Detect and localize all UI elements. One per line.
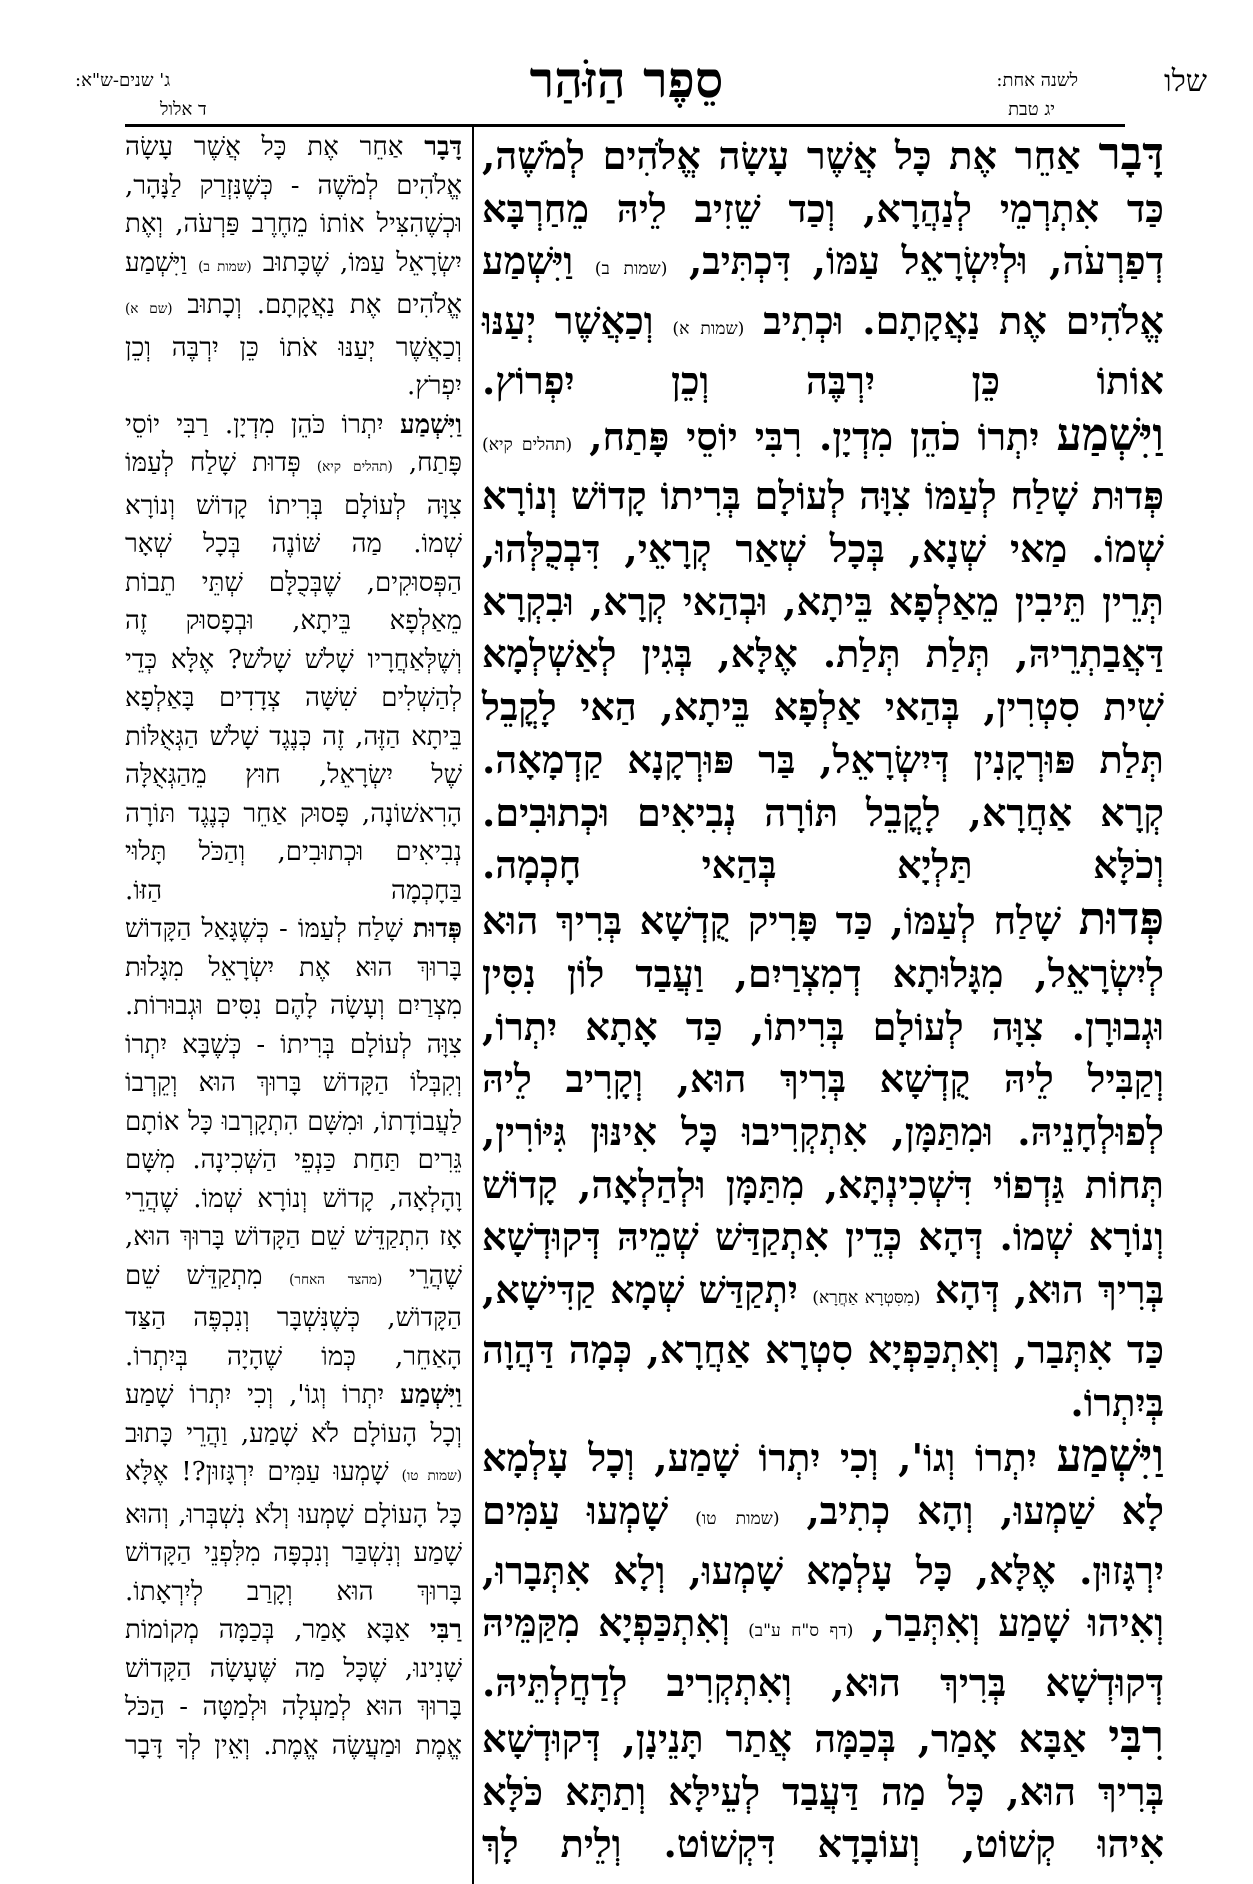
source-reference: (מהצד האחר) (289, 1271, 383, 1288)
source-reference: (שמות טו) (401, 1468, 462, 1484)
lead-word: וַיִּשְׁמַע (399, 409, 462, 440)
lead-word: פְּדוּת (1078, 892, 1164, 946)
lead-word: וַיִּשְׁמַע (400, 1380, 463, 1410)
lead-word: רִבִּי (1108, 1709, 1164, 1763)
main-paragraph (482, 893, 1164, 1430)
reading-date-one-year: יג טבת (1008, 99, 1055, 120)
paragraph-text: יִתְרוֹ כֹהֵן מִדְיָן. רִבִּי יוֹסֵי פָּתַח, (תהלים קיא) פְּדוּת שָׁלַח לְעַמּוֹ צִוָּה לְעוֹלָם בְּרִיתוֹ קָדוֹשׁ וְנוֹרָא שְׁמוֹ. מַאי שְׁנָא, בְּכָל שְׁאַר קְרָאֵי, דִּבְכֻלְּהוּ, תְּרֵין תֵּיבִין מֵאַלְפָא בֵּיתָא, וּבְהַאי קְרָא, וּבִקְרָא דַּאֲבַתְרֵיהּ, תְּלַת תְּלַת. אֶלָּא, בְּגִין לְאַשְׁלְמָא שִׁית סִטְרִין, בְּהַאי אַלְפָא בֵּיתָא, הַאי לָקֳבֵל תְּלַת פּוּרְקָנִין דְּיִשְׂרָאֵל, בַּר פּוּרְקָנָא קַדְמָאָה. קְרָא אַחֲרָא, לָקֳבֵל תּוֹרָה נְבִיאִים וּכְתוּבִים. וְכֹלָּא תַּלְיָא בְּהַאי חָכְמָה. (482, 414, 1164, 889)
source-reference: (שמות טו) (695, 1508, 780, 1529)
paragraph-text: יִתְרוֹ וְגוֹ', וְכִי יִתְרוֹ שָׁמַע, וְכָל עָלְמָא לָא שַׁמְעוּ, וְהָא כְתִיב, (שמות טו) שָׁמְעוּ עַמִּים יִרְגָּזוּן. אֶלָּא, כָּל עָלְמָא שָׁמְעוּ, וְלָא אִתְּבָרוּ, וְאִיהוּ שָׁמַע וְאִתְּבַר, (דף ס"ח ע"ב) וְאִתְכַּפְיָא מִקַּמֵּיהּ דְּקוּדְשָׁא בְּרִיךְ הוּא, וְאִתְקְרִיב לְדַחֲלְתֵּיהּ. (482, 1436, 1164, 1707)
hebrew-translation-column (125, 128, 462, 1765)
paragraph-text: אַבָּא אָמַר, בְּכַמָּה אֲתַר תָּנֵינָן, דְּקוּדְשָׁא בְּרִיךְ הוּא, כָּל מַה דַּעֲבַד לְעֵילָּא וְתַתָּא כֹּלָּא אִיהוּ קְשׁוֹט, וְעוֹבָדָא דִּקְשׁוֹט. וְלֵית לָךְ (482, 1716, 1164, 1868)
source-reference: (דף ס"ח ע"ב) (748, 1621, 854, 1642)
paragraph-text: יִתְרוֹ כֹּהֵן מִדְיָן. רַבִּי יוֹסֵי פָּתַח, (תהלים קיא) פְּדוּת שָׁלַח לְעַמּוֹ צִוָּה לְעוֹלָם בְּרִיתוֹ קָדוֹשׁ וְנוֹרָא שְׁמוֹ. מַה שּׁוֹנֶה בְּכָל שְׁאָר הַפְּסוּקִים, שֶׁבְּכֻלָּם שְׁתֵּי תֵבוֹת מֵאַלְפָא בֵּיתָא, וּבְפָסוּק זֶה וְשֶׁלְּאַחֲרָיו שָׁלֹשׁ שָׁלֹשׁ? אֶלָּא כְּדֵי לְהַשְׁלִים שִׁשָּׁה צְדָדִים בָּאַלְפָא בֵּיתָא הַזֶּה, זֶה כְּנֶגֶד שָׁלֹשׁ הַגְּאֻלּוֹת שֶׁל יִשְׂרָאֵל, חוּץ מֵהַגְּאֻלָּה הָרִאשׁוֹנָה, פָּסוּק אַחֵר כְּנֶגֶד תּוֹרָה נְבִיאִים וּכְתוּבִים, וְהַכֹּל תָּלוּי בַּחָכְמָה הַזּוֹ. (125, 409, 462, 906)
book-title: סֵפֶר הַזֹּהַר (529, 50, 724, 109)
reading-schedule-one-year: לשנה אחת: (996, 70, 1078, 91)
reading-schedule-three-year: ג' שנים-ש"א: (75, 70, 171, 91)
source-reference: (שמות ב) (594, 259, 668, 280)
side-paragraph (125, 910, 462, 1376)
aramaic-text-column (482, 128, 1164, 1872)
page-header (0, 0, 1253, 120)
reading-date-three-year: ד אלול (160, 99, 207, 120)
column-divider (472, 126, 474, 1884)
paragraph-text: אַחֵר אֶת כָּל אֲשֶׁר עָשָׂה אֱלֹהִים לְמֹשֶׁה - כְּשֶׁנִּזְרַק לַנָּהָר, וּכְשֶׁהִצִּיל אוֹתוֹ מֵחֶרֶב פַּרְעֹה, וְאֶת יִשְׂרָאֵל עַמּוֹ, שֶׁכָּתוּב (שמות ב) וַיִּשְׁמַע אֱלֹהִים אֶת נַאֲקָתָם. וְכָתוּב (שם א) וְכַאֲשֶׁר יְעַנּוּ אֹתוֹ כֵּן יִרְבֶּה וְכֵן יִפְרֹץ. (125, 132, 462, 401)
source-reference: (שמות ב) (198, 258, 252, 275)
lead-word: פְּדוּת (412, 914, 463, 944)
source-reference: (תהלים קיא) (316, 459, 393, 475)
main-paragraph (482, 409, 1164, 893)
side-paragraph (125, 1376, 462, 1611)
main-paragraph (482, 1711, 1164, 1872)
paragraph-text: שָׁלַח לְעַמּוֹ - כְּשֶׁגָּאַל הַקָּדוֹשׁ בָּרוּךְ הוּא אֶת יִשְׂרָאֵל מִגָּלוּת מִצְרַיִם וְעָשָׂה לָהֶם נִסִּים וּגְבוּרוֹת. צִוָּה לְעוֹלָם בְּרִיתוֹ - כְּשֶׁבָּא יִתְרוֹ וְקִבְּלוֹ הַקָּדוֹשׁ בָּרוּךְ הוּא וְקֵרְבוֹ לַעֲבוֹדָתוֹ, וּמִשָּׁם הִתְקָרְבוּ כָּל אוֹתָם גֵּרִים תַּחַת כַּנְפֵי הַשְּׁכִינָה. מִשָּׁם וָהָלְאָה, קָדוֹשׁ וְנוֹרָא שְׁמוֹ. שֶׁהֲרֵי אָז הִתְקַדֵּשׁ שֵׁם הַקָּדוֹשׁ בָּרוּךְ הוּא, שֶׁהֲרֵי (מהצד האחר) מִתְקַדֵּשׁ שֵׁם הַקָּדוֹשׁ, כְּשֶׁנִּשְׁבָּר וְנִכְפֶּה הַצַּד הָאַחֵר, כְּמוֹ שֶׁהָיָה בְּיִתְרוֹ. (125, 914, 463, 1372)
main-paragraph (482, 1430, 1164, 1711)
source-reference: (שמות א) (672, 319, 745, 340)
paragraph-text: שָׁלַח לְעַמּוֹ, כַּד פָּרִיק קֻדְשָׁא בְּרִיךְ הוּא לְיִשְׂרָאֵל, מִגָּלוּתָא דְמִצְרַיִם, וַעֲבַד לוֹן נִסִּין וּגְבוּרָן. צִוָּה לְעוֹלָם בְּרִיתוֹ, כַּד אָתָא יִתְרוֹ, וְקַבִּיל לֵיהּ קֻדְשָׁא בְּרִיךְ הוּא, וְקָרִיב לֵיהּ לְפוּלְחָנֵיהּ. וּמִתַּמָּן, אִתְקְרִיבוּ כָּל אִינּוּן גִּיּוֹרִין, תְּחוֹת גַּדְפוֹי דִּשְׁכִינְתָּא, מִתַּמָּן וּלְהַלְאָה, קָדוֹשׁ וְנוֹרָא שְׁמוֹ. דְּהָא כְּדֵין אִתְקַדַּשׁ שְׁמֵיהּ דְּקוּדְשָׁא בְּרִיךְ הוּא, דְּהָא (מִסִּטְרָא אַחֲרָא) יִתְקַדַּשׁ שְׁמָא קַדִּישָׁא, כַּד אִתְּבַר, וְאִתְכַּפְיָא סִטְרָא אַחֲרָא, כְּמָה דַּהֲוָה בְּיִתְרוֹ. (482, 899, 1164, 1426)
lead-word: רַבִּי (429, 1615, 463, 1645)
lead-word: דָּבָר (1098, 127, 1164, 180)
main-paragraph (482, 128, 1164, 409)
source-reference: (מִסִּטְרָא אַחֲרָא) (812, 1288, 921, 1309)
header-rule (125, 124, 1125, 127)
paragraph-text: אַחֵר אֶת כָּל אֲשֶׁר עָשָׂה אֱלֹהִים לְמֹשֶׁה, כַּד אִתְרְמֵי לְנַהֲרָא, וְכַד שֵׁזִיב לֵיהּ מֵחַרְבָּא דְפַרְעֹה, וּלְיִשְׂרָאֵל עַמּוֹ, דִּכְתִּיב, (שמות ב) וַיִּשְׁמַע אֱלֹהִים אֶת נַאֲקָתָם. וּכְתִיב (שמות א) וְכַאֲשֶׁר יְעַנּוּ אוֹתוֹ כֵּן יִרְבֶּה וְכֵן יִפְרוֹץ. (482, 134, 1164, 404)
side-paragraph (125, 406, 462, 911)
page-number: שלו (1164, 64, 1207, 99)
source-reference: (שם א) (125, 301, 173, 317)
source-reference: (תהלים קיא) (482, 434, 573, 455)
side-paragraph (125, 128, 462, 406)
lead-word: דָּבָר (424, 132, 463, 162)
lead-word: וַיִּשְׁמַע (1056, 1429, 1164, 1483)
paragraph-text: יִתְרוֹ וְגוֹ', וְכִי יִתְרוֹ שָׁמַע וְכָל הָעוֹלָם לֹא שָׁמַע, וַהֲרֵי כָּתוּב (שמות טו) שָׁמְעוּ עַמִּים יִרְגָּזוּן?! אֶלָּא כָּל הָעוֹלָם שָׁמְעוּ וְלֹא נִשְׁבְּרוּ, וְהוּא שָׁמַע וְנִשְׁבַּר וְנִכְפָּה מִלִּפְנֵי הַקָּדוֹשׁ בָּרוּךְ הוּא וְקָרַב לְיִרְאָתוֹ. (125, 1380, 462, 1607)
lead-word: וַיִּשְׁמַע (1056, 407, 1164, 461)
paragraph-text: אַבָּא אָמַר, בְּכַמָּה מְקוֹמוֹת שָׁנִינוּ, שֶׁכָּל מַה שֶּׁעָשָׂה הַקָּדוֹשׁ בָּרוּךְ הוּא לְמַעְלָה וּלְמַטָּה - הַכֹּל אֱמֶת וּמַעֲשֶׂה אֱמֶת. וְאֵין לְךָ דָּבָר (125, 1615, 462, 1761)
side-paragraph (125, 1611, 462, 1765)
